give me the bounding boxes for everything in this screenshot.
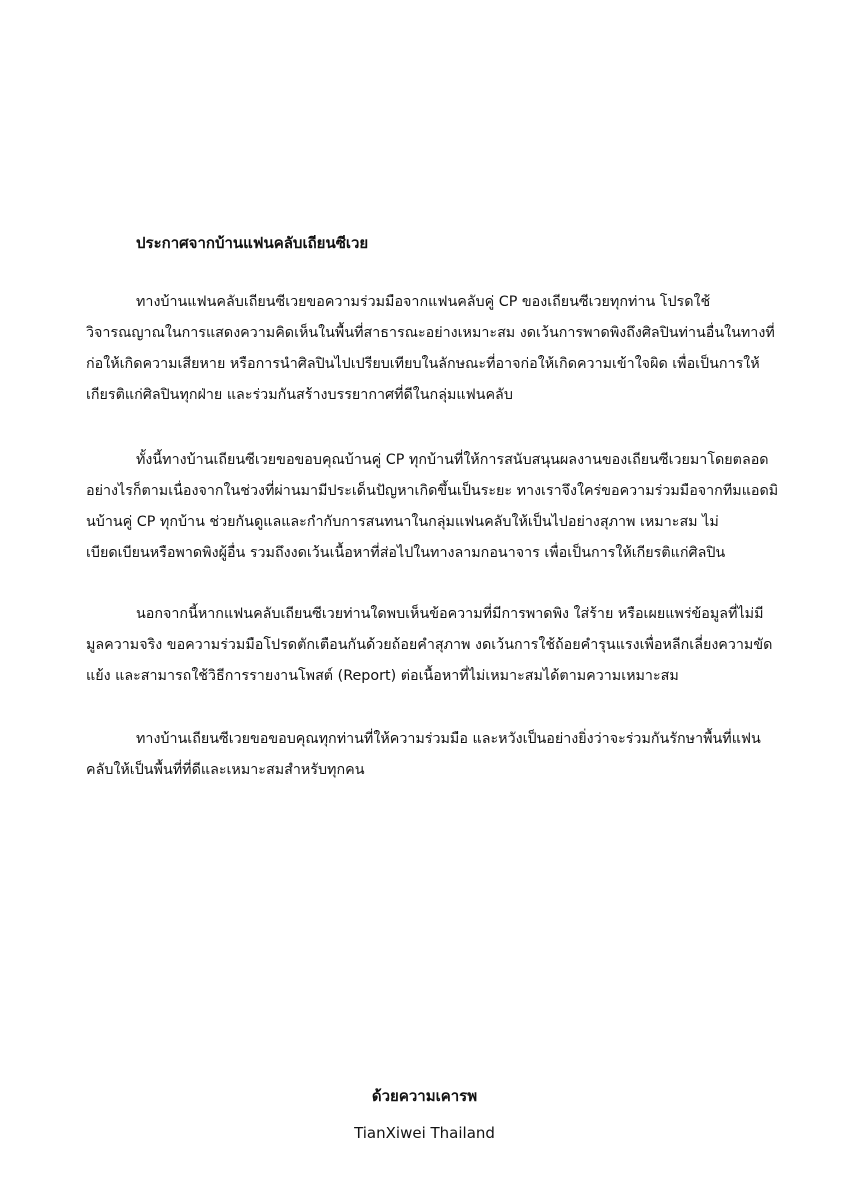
- paragraph-line: นอกจากนี้หากแฟนคลับเถียนซีเวยท่านใดพบเห็นข้อความที่มีการพาดพิง ใส่ร้าย หรือเผยแพร่ข้อมูลที่ไม่มี: [136, 606, 764, 622]
- closing-salutation: ด้วยความเคารพ: [371, 1087, 478, 1105]
- paragraph-request-cooperation: [86, 287, 775, 411]
- paragraph-line: ทางบ้านเถียนซีเวยขอขอบคุณทุกท่านที่ให้ความร่วมมือ และหวังเป็นอย่างยิ่งว่าจะร่วมกันรักษาพื้นที่แฟน: [136, 731, 761, 747]
- paragraph-closing-thanks: [86, 724, 766, 786]
- paragraph-line: มูลความจริง ขอความร่วมมือโปรดตักเตือนกันด้วยถ้อยคำสุภาพ งดเว้นการใช้ถ้อยคำรุนแรงเพื่อหลีกเลี่ยงความขัด: [86, 637, 773, 653]
- paragraph-line: ทางบ้านแฟนคลับเถียนซีเวยขอความร่วมมือจากแฟนคลับคู่ CP ของเถียนซีเวยทุกท่าน โปรดใช้: [136, 294, 711, 310]
- paragraph-line: แย้ง และสามารถใช้วิธีการรายงานโพสต์ (Report) ต่อเนื้อหาที่ไม่เหมาะสมได้ตามความเหมาะสม: [86, 668, 679, 684]
- paragraph-line: เกียรติแก่ศิลปินทุกฝ่าย และร่วมกันสร้างบรรยากาศที่ดีในกลุ่มแฟนคลับ: [86, 387, 513, 403]
- paragraph-report-guidance: [86, 599, 773, 692]
- paragraph-line: นบ้านคู่ CP ทุกบ้าน ช่วยกันดูแลและกำกับการสนทนาในกลุ่มแฟนคลับให้เป็นไปอย่างสุภาพ เหมาะสม ไม่: [86, 514, 719, 530]
- paragraph-line: เบียดเบียนหรือพาดพิงผู้อื่น รวมถึงงดเว้นเนื้อหาที่ส่อไปในทางลามกอนาจาร เพื่อเป็นการให้เกียรติแก่ศิลปิน: [86, 545, 726, 561]
- paragraph-line: วิจารณญาณในการแสดงความคิดเห็นในพื้นที่สาธารณะอย่างเหมาะสม งดเว้นการพาดพิงถึงศิลปินท่านอื่นในทางที่: [86, 325, 775, 341]
- paragraph-line: ทั้งนี้ทางบ้านเถียนซีเวยขอขอบคุณบ้านคู่ CP ทุกบ้านที่ให้การสนับสนุนผลงานของเถียนซีเวยมาโดยตลอด: [136, 452, 769, 468]
- signature: TianXiwei Thailand: [354, 1124, 495, 1142]
- paragraph-line: ก่อให้เกิดความเสียหาย หรือการนำศิลปินไปเปรียบเทียบในลักษณะที่อาจก่อให้เกิดความเข้าใจผิด เพื่อเป็นการให้: [86, 356, 760, 372]
- paragraph-line: คลับให้เป็นพื้นที่ที่ดีและเหมาะสมสำหรับทุกคน: [86, 762, 365, 778]
- paragraph-thanks-cp-houses: [86, 445, 779, 569]
- page-title: ประกาศจากบ้านแฟนคลับเถียนซีเวย: [136, 234, 369, 252]
- paragraph-line: อย่างไรก็ตามเนื่องจากในช่วงที่ผ่านมามีประเด็นปัญหาเกิดขึ้นเป็นระยะ ทางเราจึงใคร่ขอความร่วมมือจากทีมแอดมิ: [86, 483, 779, 499]
